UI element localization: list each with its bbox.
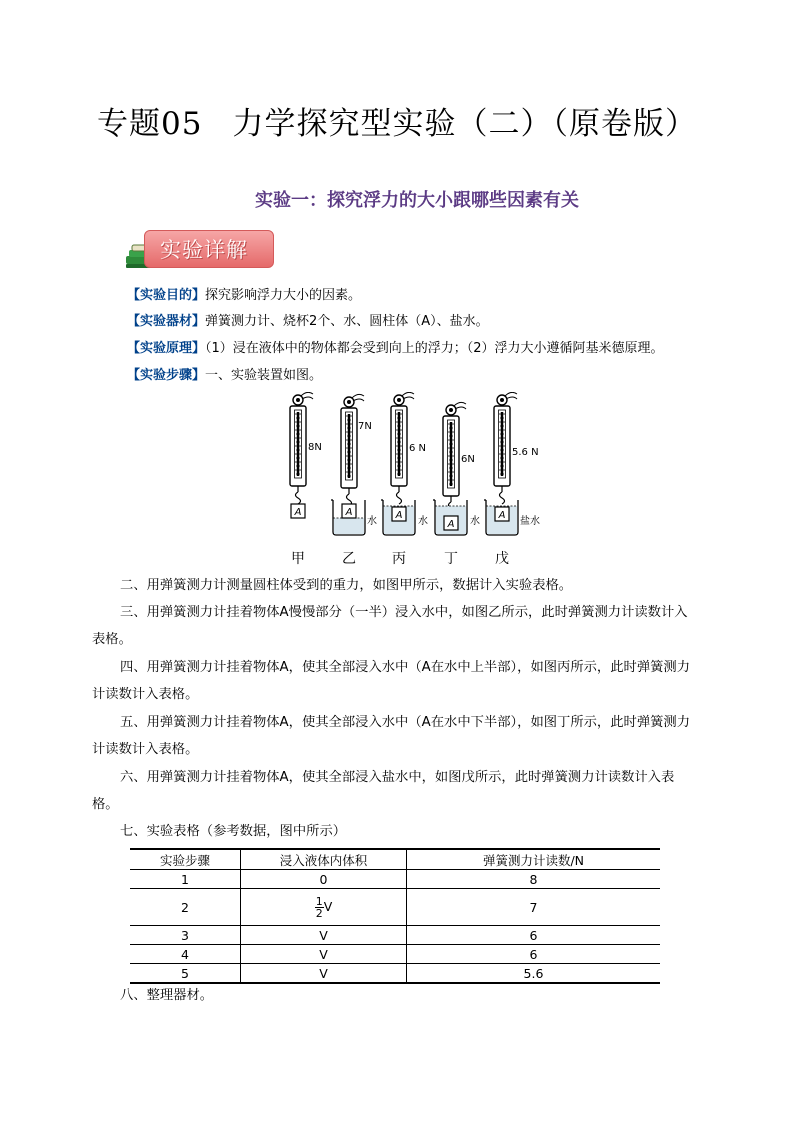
- item-text: 探究影响浮力大小的因素。: [205, 288, 362, 303]
- data-table: [130, 848, 660, 984]
- cell-volume: V: [241, 926, 407, 945]
- item-tag: 【实验步骤】: [127, 368, 206, 383]
- section-subtitle: 实验一：探究浮力的大小跟哪些因素有关: [255, 190, 579, 211]
- fraction-numerator: 1: [315, 894, 323, 908]
- cell-reading: 6: [407, 926, 661, 945]
- cell-step: 4: [130, 945, 241, 964]
- cell-volume: V: [241, 964, 407, 984]
- liquid-bing: 水: [418, 516, 428, 527]
- item-principle: [127, 337, 664, 356]
- step-7: 七、实验表格（参考数据，图中所示）: [120, 824, 347, 839]
- liquid-yi: 水: [367, 516, 377, 527]
- cell-volume: [241, 889, 407, 926]
- step-2: [120, 572, 700, 599]
- reading-bing: 6 N: [409, 443, 427, 454]
- item-tag: 【实验原理】: [127, 341, 206, 356]
- liquid-ding: 水: [470, 516, 480, 527]
- caption-ding: 丁: [444, 551, 458, 567]
- apparatus-figure: [270, 392, 560, 572]
- cell-reading: 8: [407, 870, 661, 889]
- title-text: 力学探究型实验（二）（原卷版）: [232, 106, 697, 142]
- item-text: 一、实验装置如图。: [205, 368, 323, 383]
- reading-wu: 5.6 N: [512, 447, 539, 458]
- caption-jia: 甲: [291, 551, 305, 567]
- block-label: A: [498, 510, 506, 521]
- step-6: 六、用弹簧测力计挂着物体A，使其全部浸入盐水中，如图戊所示，此时弹簧测力计读数计入表格。: [92, 770, 675, 812]
- item-tag: 【实验器材】: [127, 314, 206, 329]
- item-text: （1）浸在液体中的物体都会受到向上的浮力；（2）浮力大小遵循阿基米德原理。: [205, 341, 664, 356]
- item-steps: [127, 364, 322, 383]
- step-8: 八、整理器材。: [120, 988, 214, 1003]
- step-text: 二、用弹簧测力计测量圆柱体受到的重力，如图甲所示，数据计入实验表格。: [120, 578, 573, 593]
- cell-step: 2: [130, 889, 241, 926]
- step-4: 四、用弹簧测力计挂着物体A，使其全部浸入水中（A在水中上半部），如图丙所示，此时弹簧测力计读数计入表格。: [92, 660, 691, 702]
- reading-jia: 8N: [308, 442, 322, 453]
- header-volume: 浸入液体内体积: [241, 849, 407, 870]
- meter-jia: [290, 392, 322, 518]
- meter-wu: [484, 392, 540, 535]
- header-reading: 弹簧测力计读数/N: [407, 849, 661, 870]
- table-row: [130, 889, 660, 926]
- meter-bing: [381, 392, 428, 535]
- cell-reading: 6: [407, 945, 661, 964]
- step-3: 三、用弹簧测力计挂着物体A慢慢部分（一半）浸入水中，如图乙所示，此时弹簧测力计读数计入表格。: [92, 605, 688, 647]
- table-header-row: [130, 849, 660, 870]
- table-row: [130, 945, 660, 964]
- caption-yi: 乙: [342, 551, 356, 567]
- volume-symbol: V: [323, 898, 333, 914]
- table-row: [130, 870, 660, 889]
- cell-step: 1: [130, 870, 241, 889]
- item-equipment: [127, 310, 489, 329]
- header-step: 实验步骤: [130, 849, 241, 870]
- caption-wu: 戊: [495, 551, 509, 567]
- cell-step: 5: [130, 964, 241, 984]
- title-number: 专题05: [97, 106, 203, 142]
- cell-volume: V: [241, 945, 407, 964]
- meter-yi: [331, 394, 377, 535]
- section-banner: [124, 228, 274, 272]
- fraction: [315, 896, 324, 919]
- liquid-wu: 盐水: [520, 516, 540, 527]
- cell-reading: 5.6: [407, 964, 661, 984]
- meter-ding: [433, 402, 480, 535]
- cell-reading: 7: [407, 889, 661, 926]
- caption-bing: 丙: [392, 551, 406, 567]
- table-row: [130, 926, 660, 945]
- reading-yi: 7N: [358, 421, 372, 432]
- page-title: [0, 98, 794, 143]
- item-tag: 【实验目的】: [127, 288, 206, 303]
- table-row: [130, 964, 660, 984]
- reading-ding: 6N: [461, 454, 475, 465]
- banner-label: 实验详解: [160, 238, 248, 262]
- item-text: 弹簧测力计、烧杯2个、水、圆柱体（A）、盐水。: [205, 314, 489, 329]
- block-label: A: [345, 507, 353, 518]
- cell-volume: 0: [241, 870, 407, 889]
- item-purpose: [127, 284, 361, 303]
- fraction-denominator: 2: [315, 906, 323, 920]
- block-label: A: [447, 519, 455, 530]
- block-label: A: [294, 507, 302, 518]
- block-label: A: [395, 510, 403, 521]
- cell-step: 3: [130, 926, 241, 945]
- step-5: 五、用弹簧测力计挂着物体A，使其全部浸入水中（A在水中下半部），如图丁所示，此时弹簧测力计读数计入表格。: [92, 715, 691, 757]
